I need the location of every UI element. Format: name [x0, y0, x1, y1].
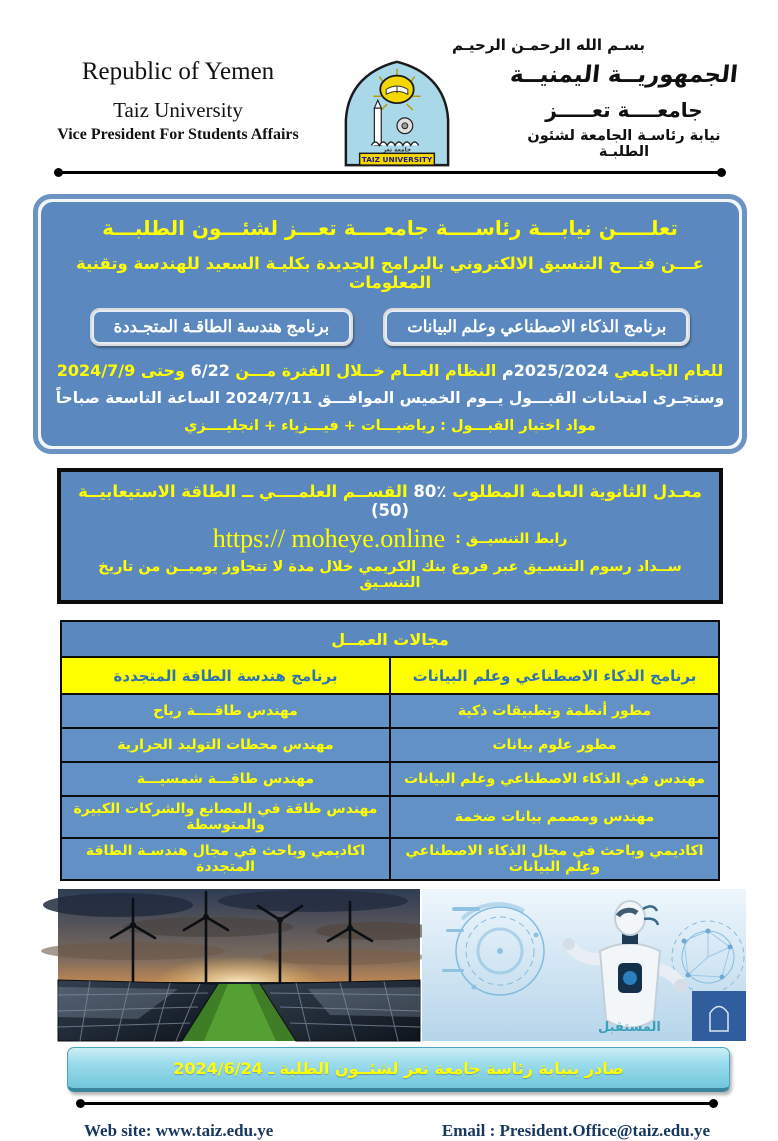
email-link[interactable]: Email : President.Office@taiz.edu.ye: [441, 1121, 710, 1140]
registration-url-link[interactable]: https:// moheye.online: [212, 524, 446, 553]
exam-date-line: وستجـرى امتحانات القبـــول يــوم الخميس الموافـــق 2024/7/11 الساعة التاسعة صباحاً: [55, 389, 725, 407]
announcement-box: [33, 194, 747, 454]
logo-banner-text: TAIZ UNIVERSITY: [361, 155, 433, 165]
table-row: [61, 796, 719, 838]
letterhead: [0, 0, 778, 180]
table-row: [61, 838, 719, 880]
period-start-date: 6/22: [190, 361, 230, 380]
university-name-ar: جامعــــة تعـــــز: [545, 98, 703, 122]
photo-caption-text: المستقبل: [598, 1020, 661, 1035]
logo-caption-arabic: جامعة تعز: [382, 147, 412, 154]
table-title: مجالات العمــل: [61, 621, 719, 657]
ai-robot-photo: [422, 889, 746, 1041]
english-letterhead: [38, 58, 318, 144]
website-link[interactable]: Web site: www.taiz.edu.ye: [84, 1121, 274, 1140]
period-label: النظام العــام خــلال الفترة مـــن: [229, 361, 502, 380]
link-label: رابط التنسيــق :: [455, 531, 568, 547]
taiz-university-logo-icon: [338, 56, 456, 172]
payment-instructions-line: ســداد رسوم التنسـيق عبر فروع بنك الكريمي خلال مدة لا تتجاوز يوميــن من تاريخ التنسـيق: [98, 559, 682, 591]
country-name-ar: الجمهوريــة اليمنيــة: [508, 62, 740, 88]
academic-year-value: 2025/2024م: [501, 361, 609, 380]
photo-logo-square: [692, 991, 746, 1041]
issued-by-bar: [67, 1047, 730, 1092]
re-job-1: مهندس طاقــــة رياح: [61, 694, 390, 728]
ai-program-button[interactable]: برنامج الذكاء الاصطناعي وعلم البيانات: [383, 308, 690, 346]
header-divider-line: [56, 171, 724, 174]
capacity-label: القســم العلمــــي ــ الطاقة الاستيعابيــة: [78, 482, 414, 501]
re-job-4: مهندس طاقة في المصانع والشركات الكبيرة والمتوسطة: [61, 796, 390, 838]
ai-job-4: مهندس ومصمم بيانات ضخمة: [390, 796, 719, 838]
contact-footer: [84, 1121, 710, 1141]
announcement-subtitle: عـــن فتـــح التنسيق الالكتروني بالبرامج الجديدة بكليـة السعيد للهندسة وتقنية المعلومات: [75, 254, 705, 292]
renewable-energy-photo: [58, 889, 420, 1041]
period-end-date: 2024/7/9: [56, 361, 136, 380]
table-row: [61, 694, 719, 728]
table-header-row: [61, 657, 719, 694]
program-photos-row: [58, 889, 745, 1041]
registration-link-line: [69, 524, 711, 554]
academic-year-label: للعام الجامعي: [608, 361, 724, 380]
exam-subjects-line: مواد اختبار القبـــول : رياضيـــات + فيـــزياء + انجليــــزي: [184, 418, 596, 434]
re-job-3: مهندس طاقـــة شمسيـــة: [61, 762, 390, 796]
gpa-requirement-line: [69, 482, 711, 520]
renewable-program-column-header: برنامج هندسة الطاقة المتجددة: [61, 657, 390, 694]
table-row: [61, 762, 719, 796]
country-name-en: Republic of Yemen: [81, 58, 275, 85]
table-title-row: [61, 621, 719, 657]
footer-divider-line: [78, 1102, 716, 1105]
ai-job-3: مهندس في الذكاء الاصطناعي وعلم البيانات: [390, 762, 719, 796]
issued-by-text: صادر بنيابة رئاسة جامعة تعز لشئــون الطلبة ـ 2024/6/24: [173, 1058, 624, 1078]
ai-job-1: مطور أنظمة وتطبيقات ذكية: [390, 694, 719, 728]
capacity-value: (50): [370, 501, 410, 520]
gpa-label: معـدل الثانوية العامـة المطلوب: [446, 482, 702, 501]
university-name-en: Taiz University: [113, 98, 243, 122]
bismillah-text: بسـم الله الرحمـن الرحيـم: [452, 36, 645, 54]
ai-job-2: مطور علوم بيانات: [390, 728, 719, 762]
requirements-box: [57, 468, 723, 604]
renewable-program-button[interactable]: برنامج هندسة الطاقـة المتجـددة: [90, 308, 354, 346]
arabic-letterhead: [500, 62, 748, 160]
job-fields-table: [60, 620, 720, 881]
ai-program-column-header: برنامج الذكاء الاصطناعي وعلم البيانات: [390, 657, 719, 694]
office-name-ar: نيابة رئاسـة الجامعة لشئون الطلبـة: [527, 128, 721, 160]
gpa-percent: ٪80: [413, 482, 447, 501]
until-label: وحتى: [135, 361, 191, 380]
program-buttons-row: [51, 308, 729, 346]
ai-job-5: اكاديمي وباحث في مجال الذكاء الاصطناعي وعلم البيانات: [390, 838, 719, 880]
re-job-5: اكاديمي وباحث في مجال هندسـة الطاقة المتجددة: [61, 838, 390, 880]
office-name-en: Vice President For Students Affairs: [57, 126, 299, 143]
academic-year-line: [51, 361, 729, 380]
table-row: [61, 728, 719, 762]
re-job-2: مهندس محطات التوليد الحرارية: [61, 728, 390, 762]
announcement-title: تعلـــــن نيابـــة رئاســــة جامعــــة تعـــز لشئـــون الطلبـــة: [102, 216, 678, 240]
